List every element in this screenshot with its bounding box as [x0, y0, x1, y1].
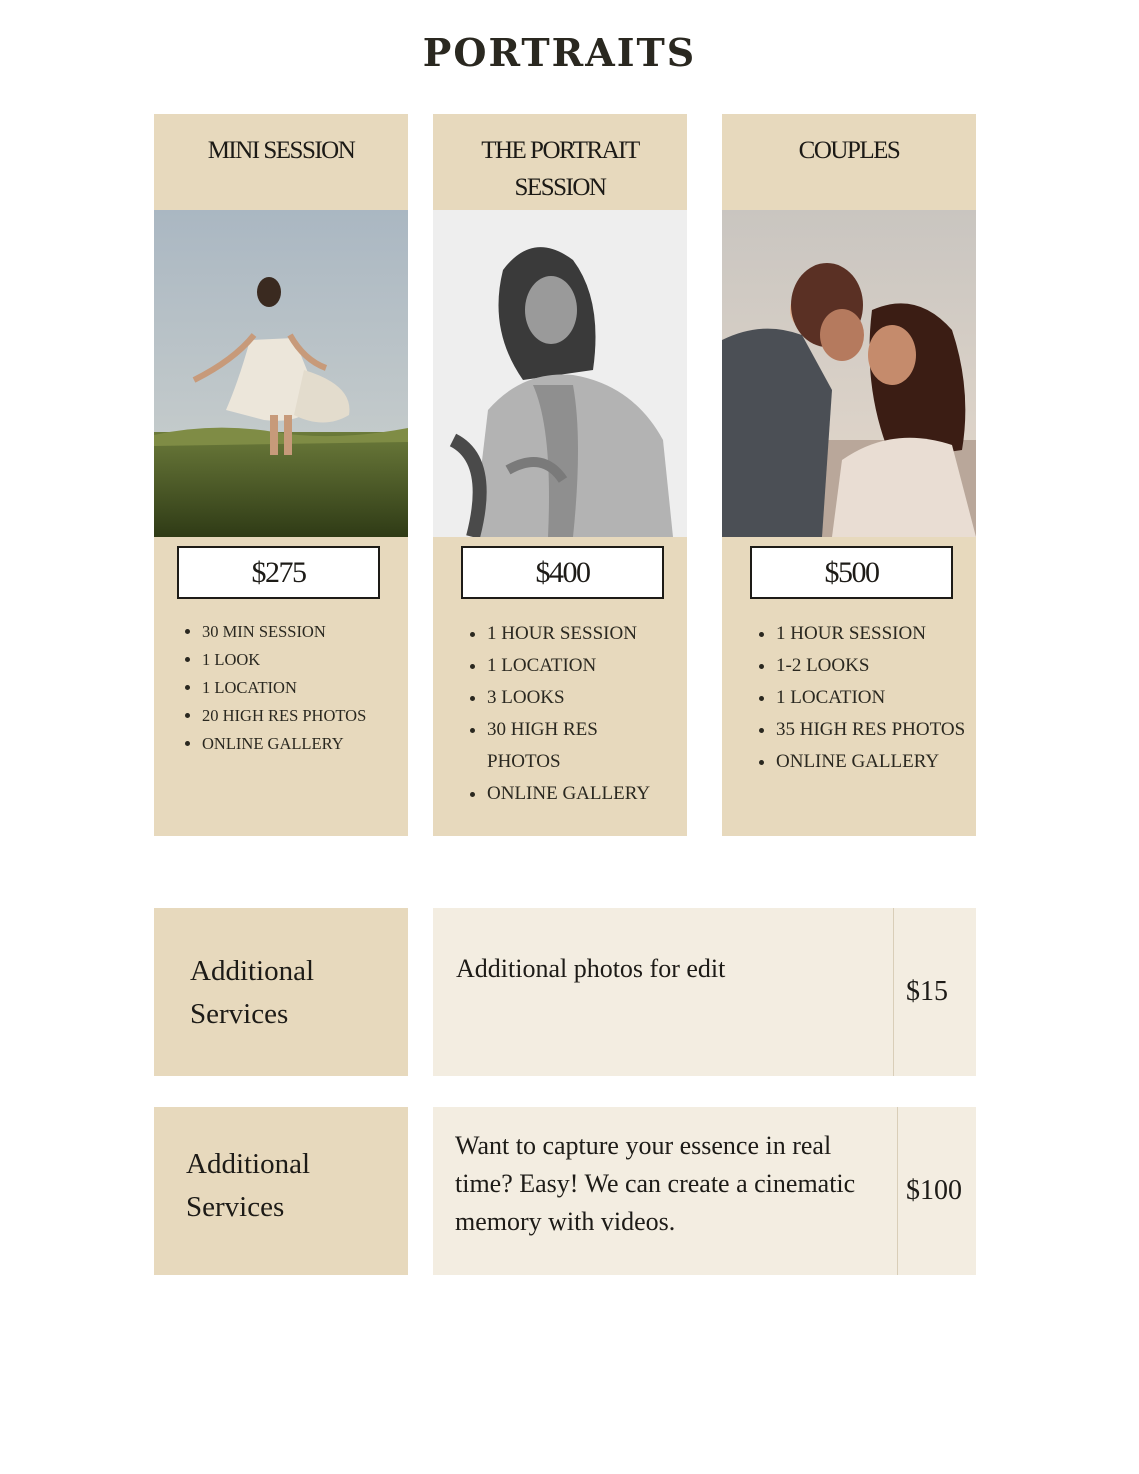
package-card-couples: [722, 114, 976, 836]
package-title: COUPLES: [798, 137, 900, 164]
list-item: • 1-2 LOOKS: [776, 650, 986, 682]
couple-embrace-photo: [722, 210, 976, 537]
list-item: • 3 LOOKS: [487, 682, 672, 714]
list-item: • 30 HIGH RES PHOTOS: [487, 714, 672, 778]
woman-in-field-photo: [154, 210, 408, 537]
list-item: • 1 LOOK: [202, 646, 407, 674]
package-card-mini-session: [154, 114, 408, 836]
additional-services-label: [154, 1107, 408, 1275]
price-box: $400: [461, 546, 664, 599]
list-item: • 30 MIN SESSION: [202, 618, 407, 646]
package-title: MINI SESSION: [207, 137, 355, 164]
package-title: THE PORTRAIT SESSION: [481, 137, 639, 201]
list-item: • 1 HOUR SESSION: [776, 618, 986, 650]
list-item: • ONLINE GALLERY: [202, 730, 407, 758]
feature-list: [463, 618, 672, 810]
service-price: $15: [893, 908, 976, 1076]
feature-list: [752, 618, 986, 778]
service-label-text: Additional Services: [190, 955, 315, 1030]
service-description: [433, 1107, 897, 1275]
list-item: • ONLINE GALLERY: [487, 778, 672, 810]
list-item: • ONLINE GALLERY: [776, 746, 986, 778]
service-description-text: Additional photos for edit: [456, 954, 726, 983]
additional-services-label: [154, 908, 408, 1076]
list-item: • 1 LOCATION: [776, 682, 986, 714]
feature-list: [178, 618, 407, 758]
service-label-text: Additional Services: [186, 1148, 311, 1223]
package-card-portrait-session: [433, 114, 687, 836]
service-description-text: Want to capture your essence in real time? Easy! We can create a cinematic memory with videos.: [455, 1131, 856, 1236]
page-title: PORTRAITS: [422, 30, 697, 75]
list-item: • 1 HOUR SESSION: [487, 618, 672, 650]
price-box: $500: [750, 546, 953, 599]
list-item: • 1 LOCATION: [487, 650, 672, 682]
service-description: [433, 908, 893, 1076]
price-box: $275: [177, 546, 380, 599]
list-item: • 20 HIGH RES PHOTOS: [202, 702, 407, 730]
black-and-white-portrait-photo: [433, 210, 687, 537]
list-item: • 1 LOCATION: [202, 674, 407, 702]
list-item: • 35 HIGH RES PHOTOS: [776, 714, 986, 746]
service-price: $100: [897, 1107, 976, 1275]
